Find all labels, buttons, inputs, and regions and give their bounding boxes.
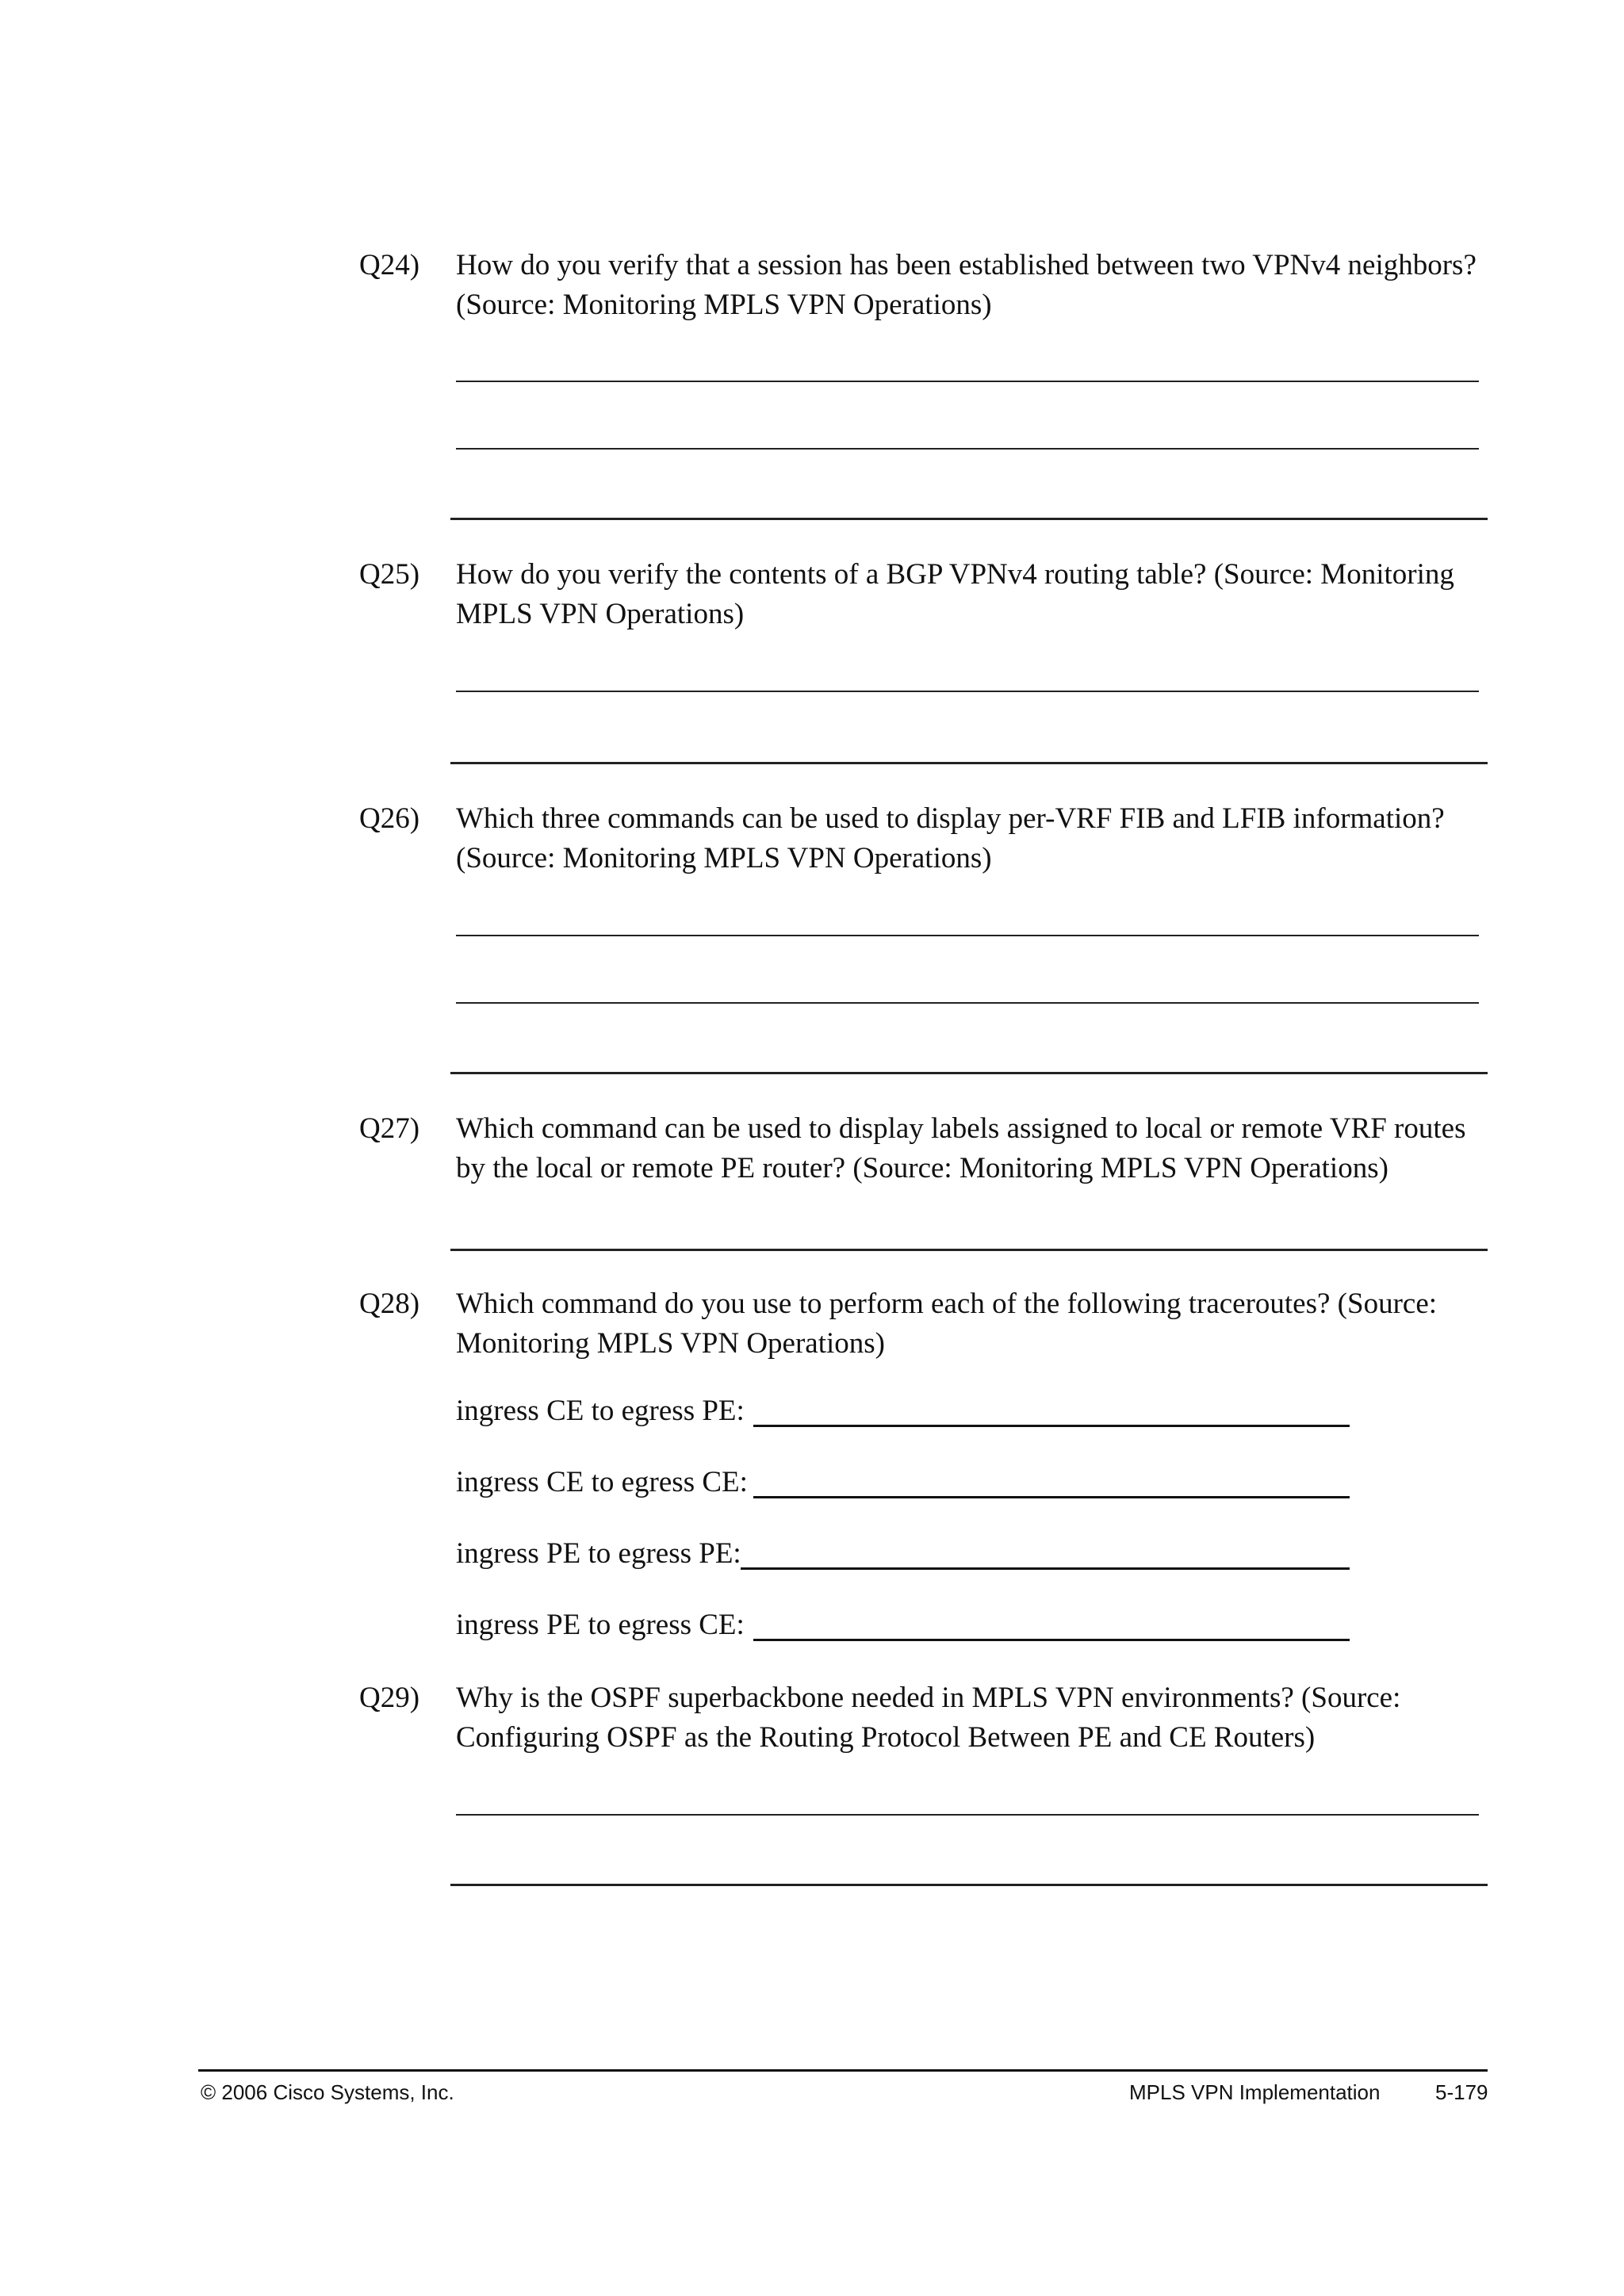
- footer-copyright: © 2006 Cisco Systems, Inc.: [201, 2080, 454, 2104]
- footer-course-title: MPLS VPN Implementation: [1129, 2080, 1381, 2104]
- answer-line[interactable]: [450, 518, 1488, 520]
- question-text: Which command can be used to display labels assigned to local or remote VRF routes by the local or remote PE router? (Source: Monitoring MPLS VPN Operations): [456, 1112, 1466, 1184]
- answer-line[interactable]: [450, 762, 1488, 764]
- question-text: Which command do you use to perform each of the following traceroutes? (Source: Monitoring MPLS VPN Operations): [456, 1288, 1438, 1360]
- answer-line[interactable]: [456, 381, 1479, 382]
- traceroute-answer-line[interactable]: [741, 1567, 1350, 1570]
- answer-line[interactable]: [450, 1072, 1488, 1074]
- question-number: Q28): [359, 1288, 420, 1320]
- footer-divider: [198, 2069, 1488, 2072]
- answer-line[interactable]: [456, 935, 1479, 936]
- question-text: How do you verify the contents of a BGP VPNv4 routing table? (Source: Monitoring MPLS VPN Operations): [456, 558, 1454, 630]
- answer-line[interactable]: [456, 448, 1479, 450]
- question-text: How do you verify that a session has been established between two VPNv4 neighbors? (Source: Monitoring MPLS VPN Operations): [456, 249, 1477, 321]
- answer-line[interactable]: [456, 691, 1479, 692]
- footer-page-number: 5-179: [1435, 2080, 1488, 2104]
- question-number: Q26): [359, 802, 420, 835]
- question-number: Q24): [359, 249, 420, 281]
- question-text: Why is the OSPF superbackbone needed in MPLS VPN environments? (Source: Configuring OSPF as the Routing Protocol Between PE and CE Routers): [456, 1682, 1401, 1754]
- answer-line[interactable]: [450, 1249, 1488, 1251]
- traceroute-answer-line[interactable]: [753, 1496, 1350, 1498]
- question-number: Q25): [359, 558, 420, 591]
- question-text: Which three commands can be used to display per-VRF FIB and LFIB information? (Source: Monitoring MPLS VPN Operations): [456, 802, 1445, 874]
- traceroute-field-label: ingress CE to egress PE:: [456, 1395, 745, 1427]
- question-number: Q29): [359, 1682, 420, 1714]
- traceroute-field-label: ingress CE to egress CE:: [456, 1466, 748, 1498]
- traceroute-field-label: ingress PE to egress CE:: [456, 1609, 745, 1641]
- question-number: Q27): [359, 1112, 420, 1145]
- traceroute-field-label: ingress PE to egress PE:: [456, 1537, 741, 1570]
- answer-line[interactable]: [456, 1002, 1479, 1004]
- answer-line[interactable]: [450, 1884, 1488, 1886]
- traceroute-answer-line[interactable]: [753, 1425, 1350, 1427]
- traceroute-answer-line[interactable]: [753, 1639, 1350, 1641]
- answer-line[interactable]: [456, 1814, 1479, 1816]
